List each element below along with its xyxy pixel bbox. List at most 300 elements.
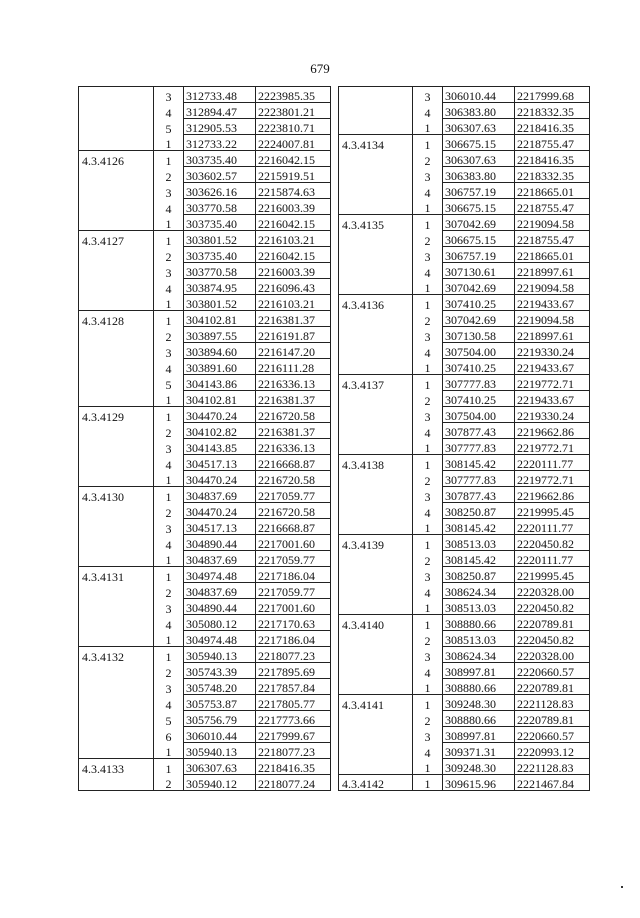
parcel-id-cell [79,455,154,471]
x-coordinate-cell: 312733.48 [184,87,256,103]
point-number-cell: 4 [413,663,443,679]
parcel-id-cell [339,327,413,343]
x-coordinate-cell: 307504.00 [443,407,515,423]
x-coordinate-cell: 305743.39 [184,663,256,679]
x-coordinate-cell: 303735.40 [184,247,256,263]
point-number-cell: 3 [413,327,443,343]
y-coordinate-cell: 2221128.83 [515,759,590,775]
parcel-id-cell [339,599,413,615]
x-coordinate-cell: 309371.31 [443,743,515,759]
y-coordinate-cell: 2216381.37 [256,391,331,407]
y-coordinate-cell: 2216381.37 [256,311,331,327]
y-coordinate-cell: 2221128.83 [515,695,590,711]
table-row [79,759,331,775]
x-coordinate-cell: 303801.52 [184,295,256,311]
x-coordinate-cell: 303801.52 [184,231,256,247]
table-row [79,311,331,327]
y-coordinate-cell: 2218997.61 [515,263,590,279]
x-coordinate-cell: 306383.80 [443,167,515,183]
point-number-cell: 1 [413,215,443,231]
y-coordinate-cell: 2216336.13 [256,375,331,391]
point-number-cell: 4 [154,615,184,631]
parcel-id-cell: 4.3.4139 [339,535,413,551]
table-row [339,439,590,455]
point-number-cell: 6 [154,727,184,743]
table-row [79,743,331,759]
parcel-id-cell [339,631,413,647]
parcel-id-cell: 4.3.4140 [339,615,413,631]
parcel-id-cell [339,663,413,679]
point-number-cell: 3 [413,247,443,263]
table-row [339,391,590,407]
x-coordinate-cell: 307777.83 [443,471,515,487]
x-coordinate-cell: 304102.81 [184,311,256,327]
table-row [79,231,331,247]
x-coordinate-cell: 308624.34 [443,647,515,663]
parcel-id-cell [339,743,413,759]
x-coordinate-cell: 308624.34 [443,583,515,599]
point-number-cell: 1 [413,695,443,711]
x-coordinate-cell: 304517.13 [184,519,256,535]
parcel-id-cell [339,679,413,695]
point-number-cell: 4 [154,103,184,119]
parcel-id-cell [79,215,154,231]
x-coordinate-cell: 303891.60 [184,359,256,375]
table-row [79,87,331,103]
y-coordinate-cell: 2220111.77 [515,519,590,535]
x-coordinate-cell: 305080.12 [184,615,256,631]
x-coordinate-cell: 308513.03 [443,599,515,615]
parcel-id-cell [79,583,154,599]
table-row [339,343,590,359]
x-coordinate-cell: 308145.42 [443,455,515,471]
parcel-id-cell: 4.3.4142 [339,775,413,791]
table-row [339,519,590,535]
point-number-cell: 4 [154,199,184,215]
point-number-cell: 3 [154,343,184,359]
y-coordinate-cell: 2220111.77 [515,551,590,567]
y-coordinate-cell: 2219094.58 [515,279,590,295]
point-number-cell: 4 [154,279,184,295]
y-coordinate-cell: 2218077.23 [256,743,331,759]
table-row [339,583,590,599]
point-number-cell: 3 [154,519,184,535]
table-row [79,151,331,167]
x-coordinate-cell: 307042.69 [443,311,515,327]
table-row [339,727,590,743]
parcel-id-cell [339,231,413,247]
point-number-cell: 5 [154,711,184,727]
point-number-cell: 1 [154,631,184,647]
x-coordinate-cell: 306307.63 [184,759,256,775]
table-row [79,279,331,295]
point-number-cell: 2 [154,247,184,263]
x-coordinate-cell: 304102.81 [184,391,256,407]
table-row [79,695,331,711]
point-number-cell: 2 [413,631,443,647]
point-number-cell: 1 [154,151,184,167]
x-coordinate-cell: 306010.44 [184,727,256,743]
parcel-id-cell [339,343,413,359]
point-number-cell: 1 [154,487,184,503]
table-row [339,695,590,711]
point-number-cell: 1 [413,519,443,535]
point-number-cell: 1 [154,407,184,423]
y-coordinate-cell: 2217059.77 [256,551,331,567]
parcel-id-cell [339,583,413,599]
y-coordinate-cell: 2217059.77 [256,583,331,599]
point-number-cell: 4 [413,343,443,359]
x-coordinate-cell: 303874.95 [184,279,256,295]
x-coordinate-cell: 304837.69 [184,551,256,567]
y-coordinate-cell: 2215919.51 [256,167,331,183]
x-coordinate-cell: 308250.87 [443,567,515,583]
point-number-cell: 1 [413,775,443,791]
table-row [79,215,331,231]
x-coordinate-cell: 306757.19 [443,247,515,263]
table-row [339,247,590,263]
parcel-id-cell [79,119,154,135]
parcel-id-cell [79,247,154,263]
point-number-cell: 1 [413,535,443,551]
table-row [339,183,590,199]
point-number-cell: 2 [154,583,184,599]
y-coordinate-cell: 2217186.04 [256,567,331,583]
parcel-id-cell [79,199,154,215]
y-coordinate-cell: 2217186.04 [256,631,331,647]
point-number-cell: 3 [413,727,443,743]
x-coordinate-cell: 303770.58 [184,199,256,215]
parcel-id-cell [339,279,413,295]
parcel-id-cell: 4.3.4135 [339,215,413,231]
x-coordinate-cell: 305940.13 [184,647,256,663]
x-coordinate-cell: 304890.44 [184,535,256,551]
y-coordinate-cell: 2219094.58 [515,311,590,327]
parcel-id-cell [79,343,154,359]
table-row [339,327,590,343]
y-coordinate-cell: 2216042.15 [256,151,331,167]
parcel-id-cell [79,727,154,743]
point-number-cell: 2 [154,775,184,791]
y-coordinate-cell: 2216042.15 [256,215,331,231]
table-row [339,263,590,279]
parcel-id-cell [79,327,154,343]
table-row [339,407,590,423]
table-row [79,295,331,311]
y-coordinate-cell: 2219772.71 [515,471,590,487]
parcel-id-cell [79,743,154,759]
point-number-cell: 1 [154,215,184,231]
point-number-cell: 2 [154,327,184,343]
y-coordinate-cell: 2219662.86 [515,487,590,503]
parcel-id-cell: 4.3.4138 [339,455,413,471]
parcel-id-cell [79,663,154,679]
y-coordinate-cell: 2216003.39 [256,199,331,215]
x-coordinate-cell: 308880.66 [443,615,515,631]
parcel-id-cell: 4.3.4126 [79,151,154,167]
point-number-cell: 3 [154,87,184,103]
point-number-cell: 1 [413,135,443,151]
point-number-cell: 2 [413,471,443,487]
point-number-cell: 3 [154,439,184,455]
x-coordinate-cell: 306383.80 [443,103,515,119]
parcel-id-cell: 4.3.4136 [339,295,413,311]
parcel-id-cell [79,695,154,711]
parcel-id-cell [79,551,154,567]
y-coordinate-cell: 2219995.45 [515,503,590,519]
point-number-cell: 1 [154,135,184,151]
table-row [339,135,590,151]
parcel-id-cell [79,103,154,119]
x-coordinate-cell: 312905.53 [184,119,256,135]
y-coordinate-cell: 2216103.21 [256,231,331,247]
x-coordinate-cell: 307130.58 [443,327,515,343]
y-coordinate-cell: 2219330.24 [515,407,590,423]
x-coordinate-cell: 307410.25 [443,391,515,407]
table-row [339,743,590,759]
point-number-cell: 1 [154,647,184,663]
parcel-id-cell [79,471,154,487]
x-coordinate-cell: 312894.47 [184,103,256,119]
y-coordinate-cell: 2218755.47 [515,199,590,215]
y-coordinate-cell: 2220328.00 [515,647,590,663]
point-number-cell: 1 [413,679,443,695]
table-row [339,151,590,167]
table-row [79,119,331,135]
point-number-cell: 1 [154,471,184,487]
x-coordinate-cell: 307877.43 [443,423,515,439]
parcel-id-cell [79,167,154,183]
table-row [79,407,331,423]
parcel-id-cell [79,279,154,295]
point-number-cell: 1 [413,279,443,295]
y-coordinate-cell: 2218416.35 [256,759,331,775]
parcel-id-cell [79,711,154,727]
parcel-id-cell [339,759,413,775]
parcel-id-cell [79,615,154,631]
point-number-cell: 3 [413,567,443,583]
parcel-id-cell [79,679,154,695]
table-row [79,583,331,599]
table-row [79,519,331,535]
table-row [339,103,590,119]
y-coordinate-cell: 2216668.87 [256,455,331,471]
table-row [79,679,331,695]
parcel-id-cell [79,599,154,615]
x-coordinate-cell: 304974.48 [184,631,256,647]
table-row [339,535,590,551]
y-coordinate-cell: 2219995.45 [515,567,590,583]
y-coordinate-cell: 2217999.68 [515,87,590,103]
table-row [339,279,590,295]
x-coordinate-cell: 308997.81 [443,727,515,743]
x-coordinate-cell: 304517.13 [184,455,256,471]
y-coordinate-cell: 2216191.87 [256,327,331,343]
y-coordinate-cell: 2218077.24 [256,775,331,791]
y-coordinate-cell: 2216111.28 [256,359,331,375]
table-row [339,295,590,311]
x-coordinate-cell: 304470.24 [184,407,256,423]
y-coordinate-cell: 2220450.82 [515,599,590,615]
parcel-id-cell [339,311,413,327]
y-coordinate-cell: 2216336.13 [256,439,331,455]
parcel-id-cell [79,423,154,439]
point-number-cell: 3 [154,183,184,199]
point-number-cell: 2 [413,231,443,247]
y-coordinate-cell: 2220660.57 [515,727,590,743]
point-number-cell: 4 [413,183,443,199]
table-row [79,343,331,359]
x-coordinate-cell: 303626.16 [184,183,256,199]
x-coordinate-cell: 308513.03 [443,631,515,647]
parcel-id-cell [79,359,154,375]
parcel-id-cell [79,183,154,199]
speck-mark [621,886,623,888]
parcel-id-cell [79,503,154,519]
x-coordinate-cell: 306675.15 [443,135,515,151]
parcel-id-cell [339,151,413,167]
point-number-cell: 1 [154,231,184,247]
parcel-id-cell [339,727,413,743]
table-row [339,359,590,375]
y-coordinate-cell: 2217001.60 [256,599,331,615]
y-coordinate-cell: 2217895.69 [256,663,331,679]
x-coordinate-cell: 303602.57 [184,167,256,183]
table-row [79,567,331,583]
table-row [339,471,590,487]
point-number-cell: 1 [413,295,443,311]
y-coordinate-cell: 2218665.01 [515,247,590,263]
y-coordinate-cell: 2217059.77 [256,487,331,503]
y-coordinate-cell: 2220328.00 [515,583,590,599]
table-row [79,263,331,279]
x-coordinate-cell: 308880.66 [443,711,515,727]
point-number-cell: 2 [413,311,443,327]
point-number-cell: 2 [413,391,443,407]
x-coordinate-cell: 303897.55 [184,327,256,343]
point-number-cell: 2 [413,551,443,567]
point-number-cell: 3 [413,407,443,423]
table-row [339,487,590,503]
x-coordinate-cell: 303735.40 [184,151,256,167]
table-row [79,471,331,487]
point-number-cell: 1 [413,359,443,375]
table-row [79,375,331,391]
parcel-id-cell: 4.3.4129 [79,407,154,423]
parcel-id-cell [79,439,154,455]
parcel-id-cell [79,391,154,407]
x-coordinate-cell: 303735.40 [184,215,256,231]
parcel-id-cell [339,407,413,423]
parcel-id-cell [79,519,154,535]
table-row [79,359,331,375]
x-coordinate-cell: 309248.30 [443,759,515,775]
x-coordinate-cell: 306675.15 [443,199,515,215]
point-number-cell: 4 [413,743,443,759]
table-row [79,503,331,519]
table-row [79,615,331,631]
y-coordinate-cell: 2221467.84 [515,775,590,791]
y-coordinate-cell: 2220789.81 [515,711,590,727]
y-coordinate-cell: 2219433.67 [515,391,590,407]
y-coordinate-cell: 2220450.82 [515,631,590,647]
parcel-id-cell [79,135,154,151]
x-coordinate-cell: 307877.43 [443,487,515,503]
y-coordinate-cell: 2216668.87 [256,519,331,535]
x-coordinate-cell: 307410.25 [443,295,515,311]
parcel-id-cell [339,263,413,279]
parcel-id-cell [339,439,413,455]
point-number-cell: 4 [413,103,443,119]
parcel-id-cell [339,567,413,583]
y-coordinate-cell: 2217001.60 [256,535,331,551]
point-number-cell: 1 [413,439,443,455]
table-row [339,679,590,695]
point-number-cell: 2 [154,503,184,519]
parcel-id-cell [339,471,413,487]
y-coordinate-cell: 2216720.58 [256,503,331,519]
table-row [339,759,590,775]
x-coordinate-cell: 308513.03 [443,535,515,551]
point-number-cell: 1 [154,311,184,327]
y-coordinate-cell: 2217773.66 [256,711,331,727]
point-number-cell: 1 [413,375,443,391]
point-number-cell: 1 [154,551,184,567]
table-row [79,455,331,471]
point-number-cell: 3 [413,647,443,663]
table-row [79,535,331,551]
x-coordinate-cell: 303770.58 [184,263,256,279]
x-coordinate-cell: 304143.85 [184,439,256,455]
y-coordinate-cell: 2219094.58 [515,215,590,231]
table-row [79,727,331,743]
y-coordinate-cell: 2219662.86 [515,423,590,439]
y-coordinate-cell: 2218332.35 [515,167,590,183]
table-row [339,167,590,183]
point-number-cell: 1 [154,391,184,407]
table-row [79,439,331,455]
x-coordinate-cell: 307777.83 [443,375,515,391]
table-row [79,327,331,343]
parcel-id-cell: 4.3.4137 [339,375,413,391]
x-coordinate-cell: 307504.00 [443,343,515,359]
x-coordinate-cell: 308250.87 [443,503,515,519]
point-number-cell: 1 [154,295,184,311]
table-row [79,647,331,663]
point-number-cell: 1 [154,759,184,775]
x-coordinate-cell: 307777.83 [443,439,515,455]
point-number-cell: 4 [154,455,184,471]
parcel-id-cell [339,359,413,375]
point-number-cell: 4 [413,503,443,519]
point-number-cell: 3 [154,263,184,279]
table-row [79,199,331,215]
parcel-id-cell [339,247,413,263]
table-row [79,135,331,151]
y-coordinate-cell: 2216147.20 [256,343,331,359]
point-number-cell: 1 [413,455,443,471]
parcel-id-cell [79,535,154,551]
y-coordinate-cell: 2218416.35 [515,151,590,167]
x-coordinate-cell: 308145.42 [443,551,515,567]
table-row [339,551,590,567]
parcel-id-cell [339,519,413,535]
x-coordinate-cell: 304143.86 [184,375,256,391]
parcel-id-cell: 4.3.4141 [339,695,413,711]
table-row [339,567,590,583]
x-coordinate-cell: 307042.69 [443,279,515,295]
parcel-id-cell: 4.3.4132 [79,647,154,663]
